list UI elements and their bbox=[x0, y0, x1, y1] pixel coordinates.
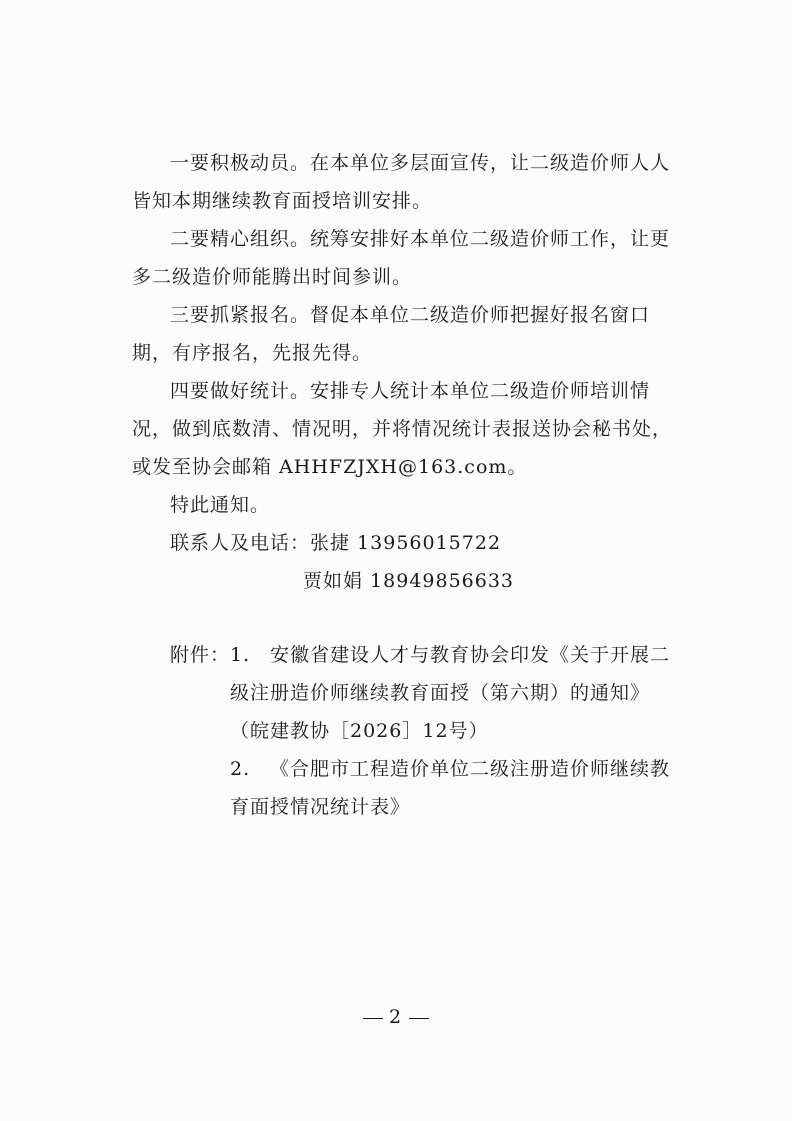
page-number-value: 2 bbox=[388, 1006, 404, 1028]
page-number bbox=[0, 1002, 792, 1032]
attachment-item-2 bbox=[230, 750, 680, 826]
attachment-number: 1. bbox=[230, 644, 251, 666]
contact-person-1: 张捷 13956015722 bbox=[310, 532, 502, 554]
dash-right bbox=[409, 1018, 429, 1019]
paragraph-statistics: 四要做好统计。安排专人统计本单位二级造价师培训情况，做到底数清、情况明，并将情况统计表报送协会秘书处，或发至协会邮箱 AHHFZJXH@163.com。 bbox=[132, 380, 673, 478]
paragraph-organize: 二要精心组织。统筹安排好本单位二级造价师工作，让更多二级造价师能腾出时间参训。 bbox=[132, 228, 671, 288]
contact-label: 联系人及电话： bbox=[170, 532, 311, 554]
paragraph-register: 三要抓紧报名。督促本单位二级造价师把握好报名窗口期，有序报名，先报先得。 bbox=[132, 304, 651, 364]
dash-left bbox=[363, 1018, 383, 1019]
attachment-item-1 bbox=[230, 636, 680, 750]
paragraph-mobilize: 一要积极动员。在本单位多层面宣传，让二级造价师人人皆知本期继续教育面授培训安排。 bbox=[132, 152, 671, 212]
attachment-number: 2. bbox=[230, 758, 251, 780]
attachment-text: 安徽省建设人才与教育协会印发《关于开展二级注册造价师继续教育面授（第六期）的通知》（皖建教协［2026］12号） bbox=[230, 644, 671, 742]
closing-text: 特此通知。 bbox=[170, 494, 271, 516]
attachments-label: 附件： bbox=[170, 644, 231, 666]
attachment-text: 《合肥市工程造价单位二级注册造价师继续教育面授情况统计表》 bbox=[230, 758, 671, 818]
contact-person-2: 贾如娟 18949856633 bbox=[303, 570, 515, 592]
contact-line-1 bbox=[170, 524, 501, 562]
